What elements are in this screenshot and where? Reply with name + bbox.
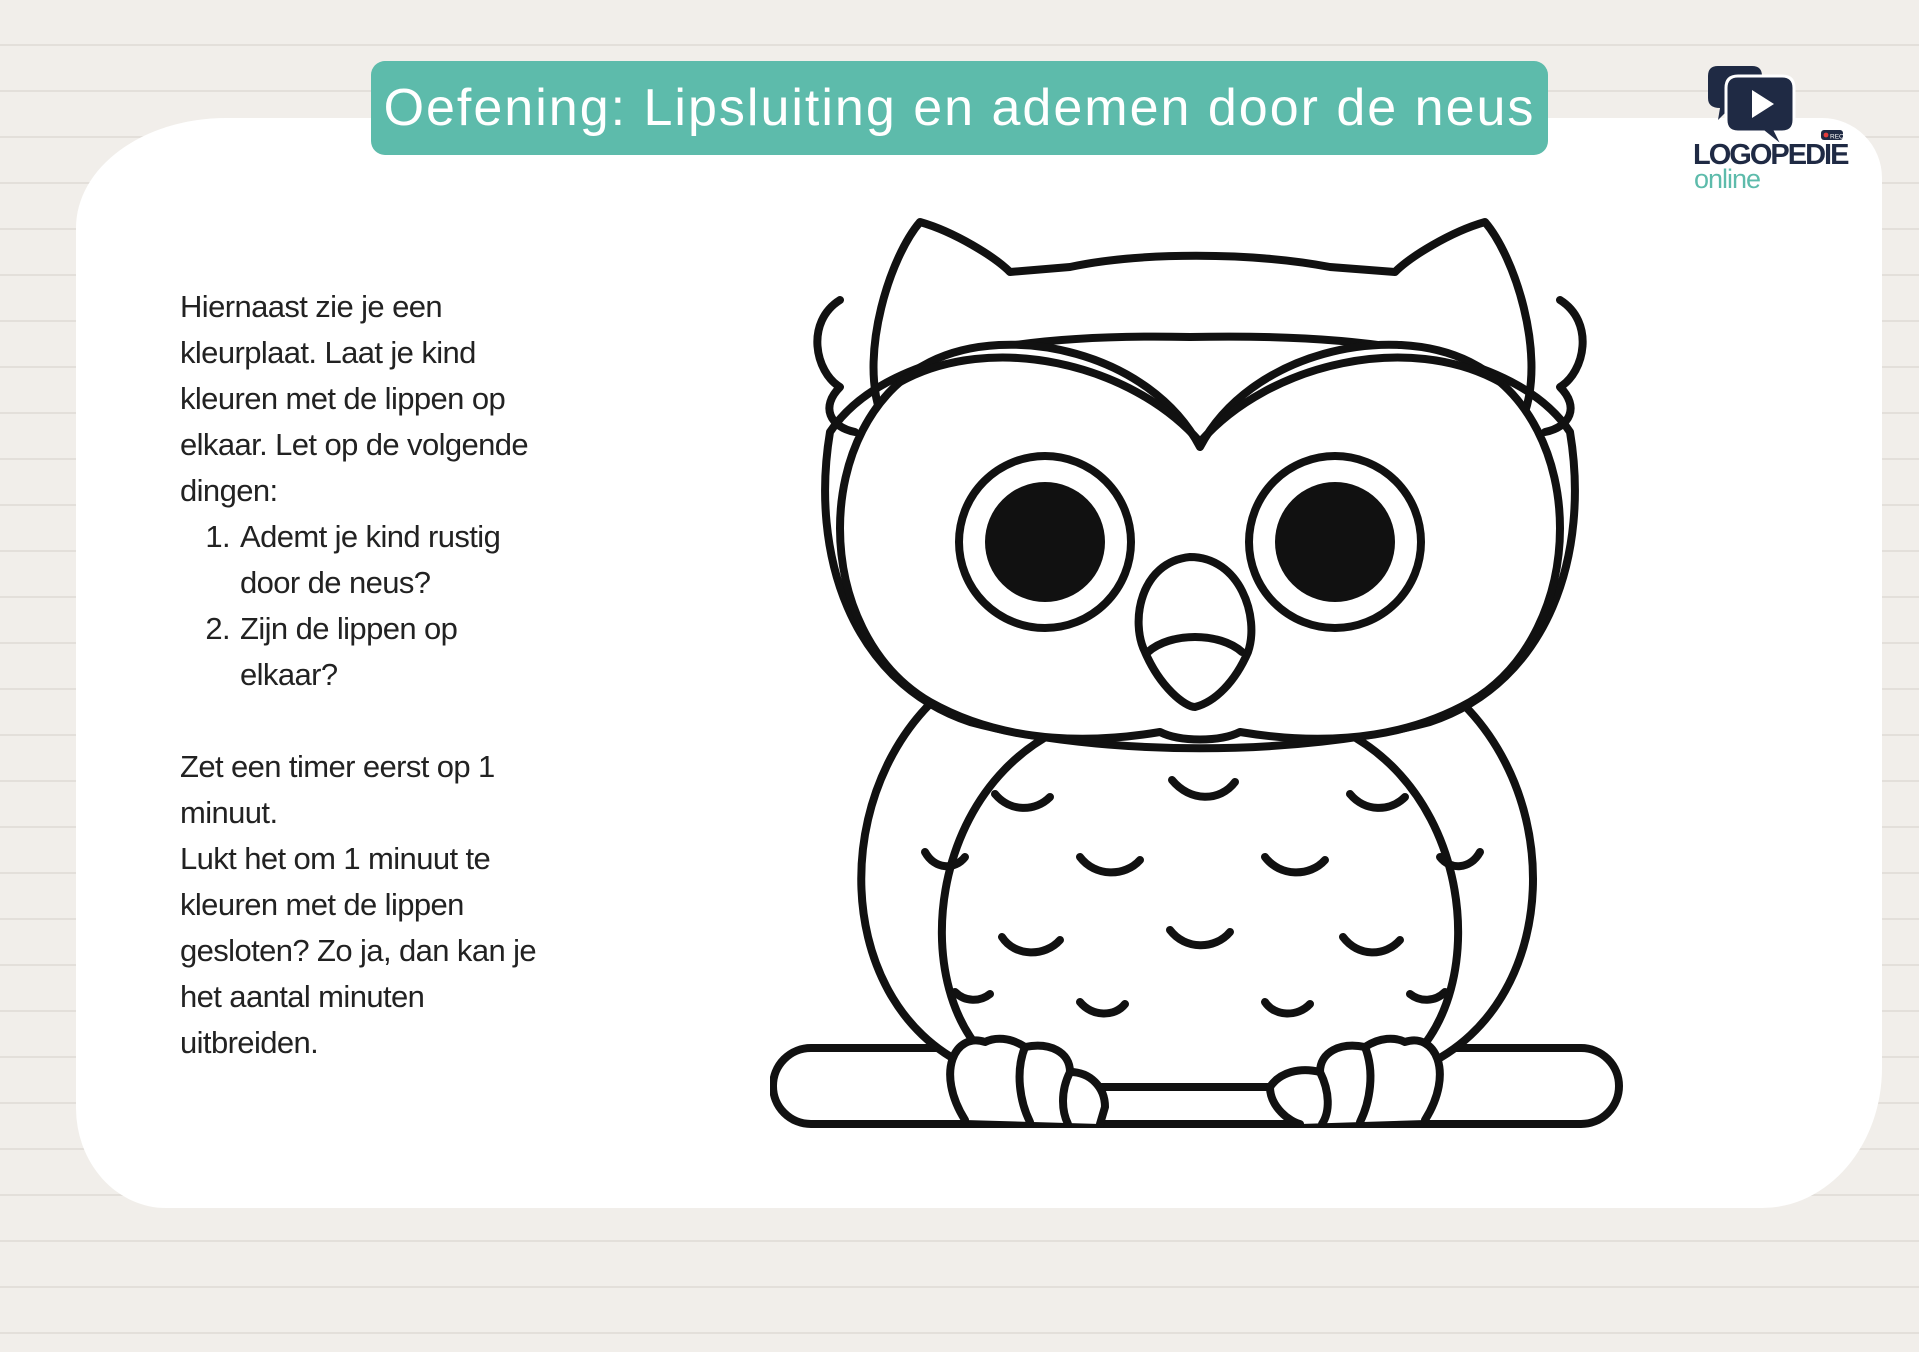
- instructions-outro: Lukt het om 1 minuut te kleuren met de lippen gesloten? Zo ja, dan kan je het aantal minuten uitbreiden.: [180, 841, 537, 1060]
- instructions-text: [180, 284, 550, 1066]
- page-title: Oefening: Lipsluiting en ademen door de neus: [371, 61, 1548, 155]
- instructions-timer: Zet een timer eerst op 1 minuut.: [180, 749, 495, 830]
- owl-coloring-page-icon: [770, 212, 1630, 1142]
- rec-badge: REC: [1830, 133, 1844, 141]
- instructions-intro: Hiernaast zie je een kleurplaat. Laat je kind kleuren met de lippen op elkaar. Let op de volgende dingen:: [180, 289, 529, 508]
- checklist-item-lips: 2. Zijn de lippen op elkaar?: [238, 606, 550, 698]
- checklist: [180, 514, 550, 698]
- checklist-item-breathing: 1. Ademt je kind rustig door de neus?: [238, 514, 550, 606]
- logo-text-logopedie: LOGOPEDIE: [1693, 139, 1848, 171]
- logo-text-online: online: [1694, 164, 1761, 194]
